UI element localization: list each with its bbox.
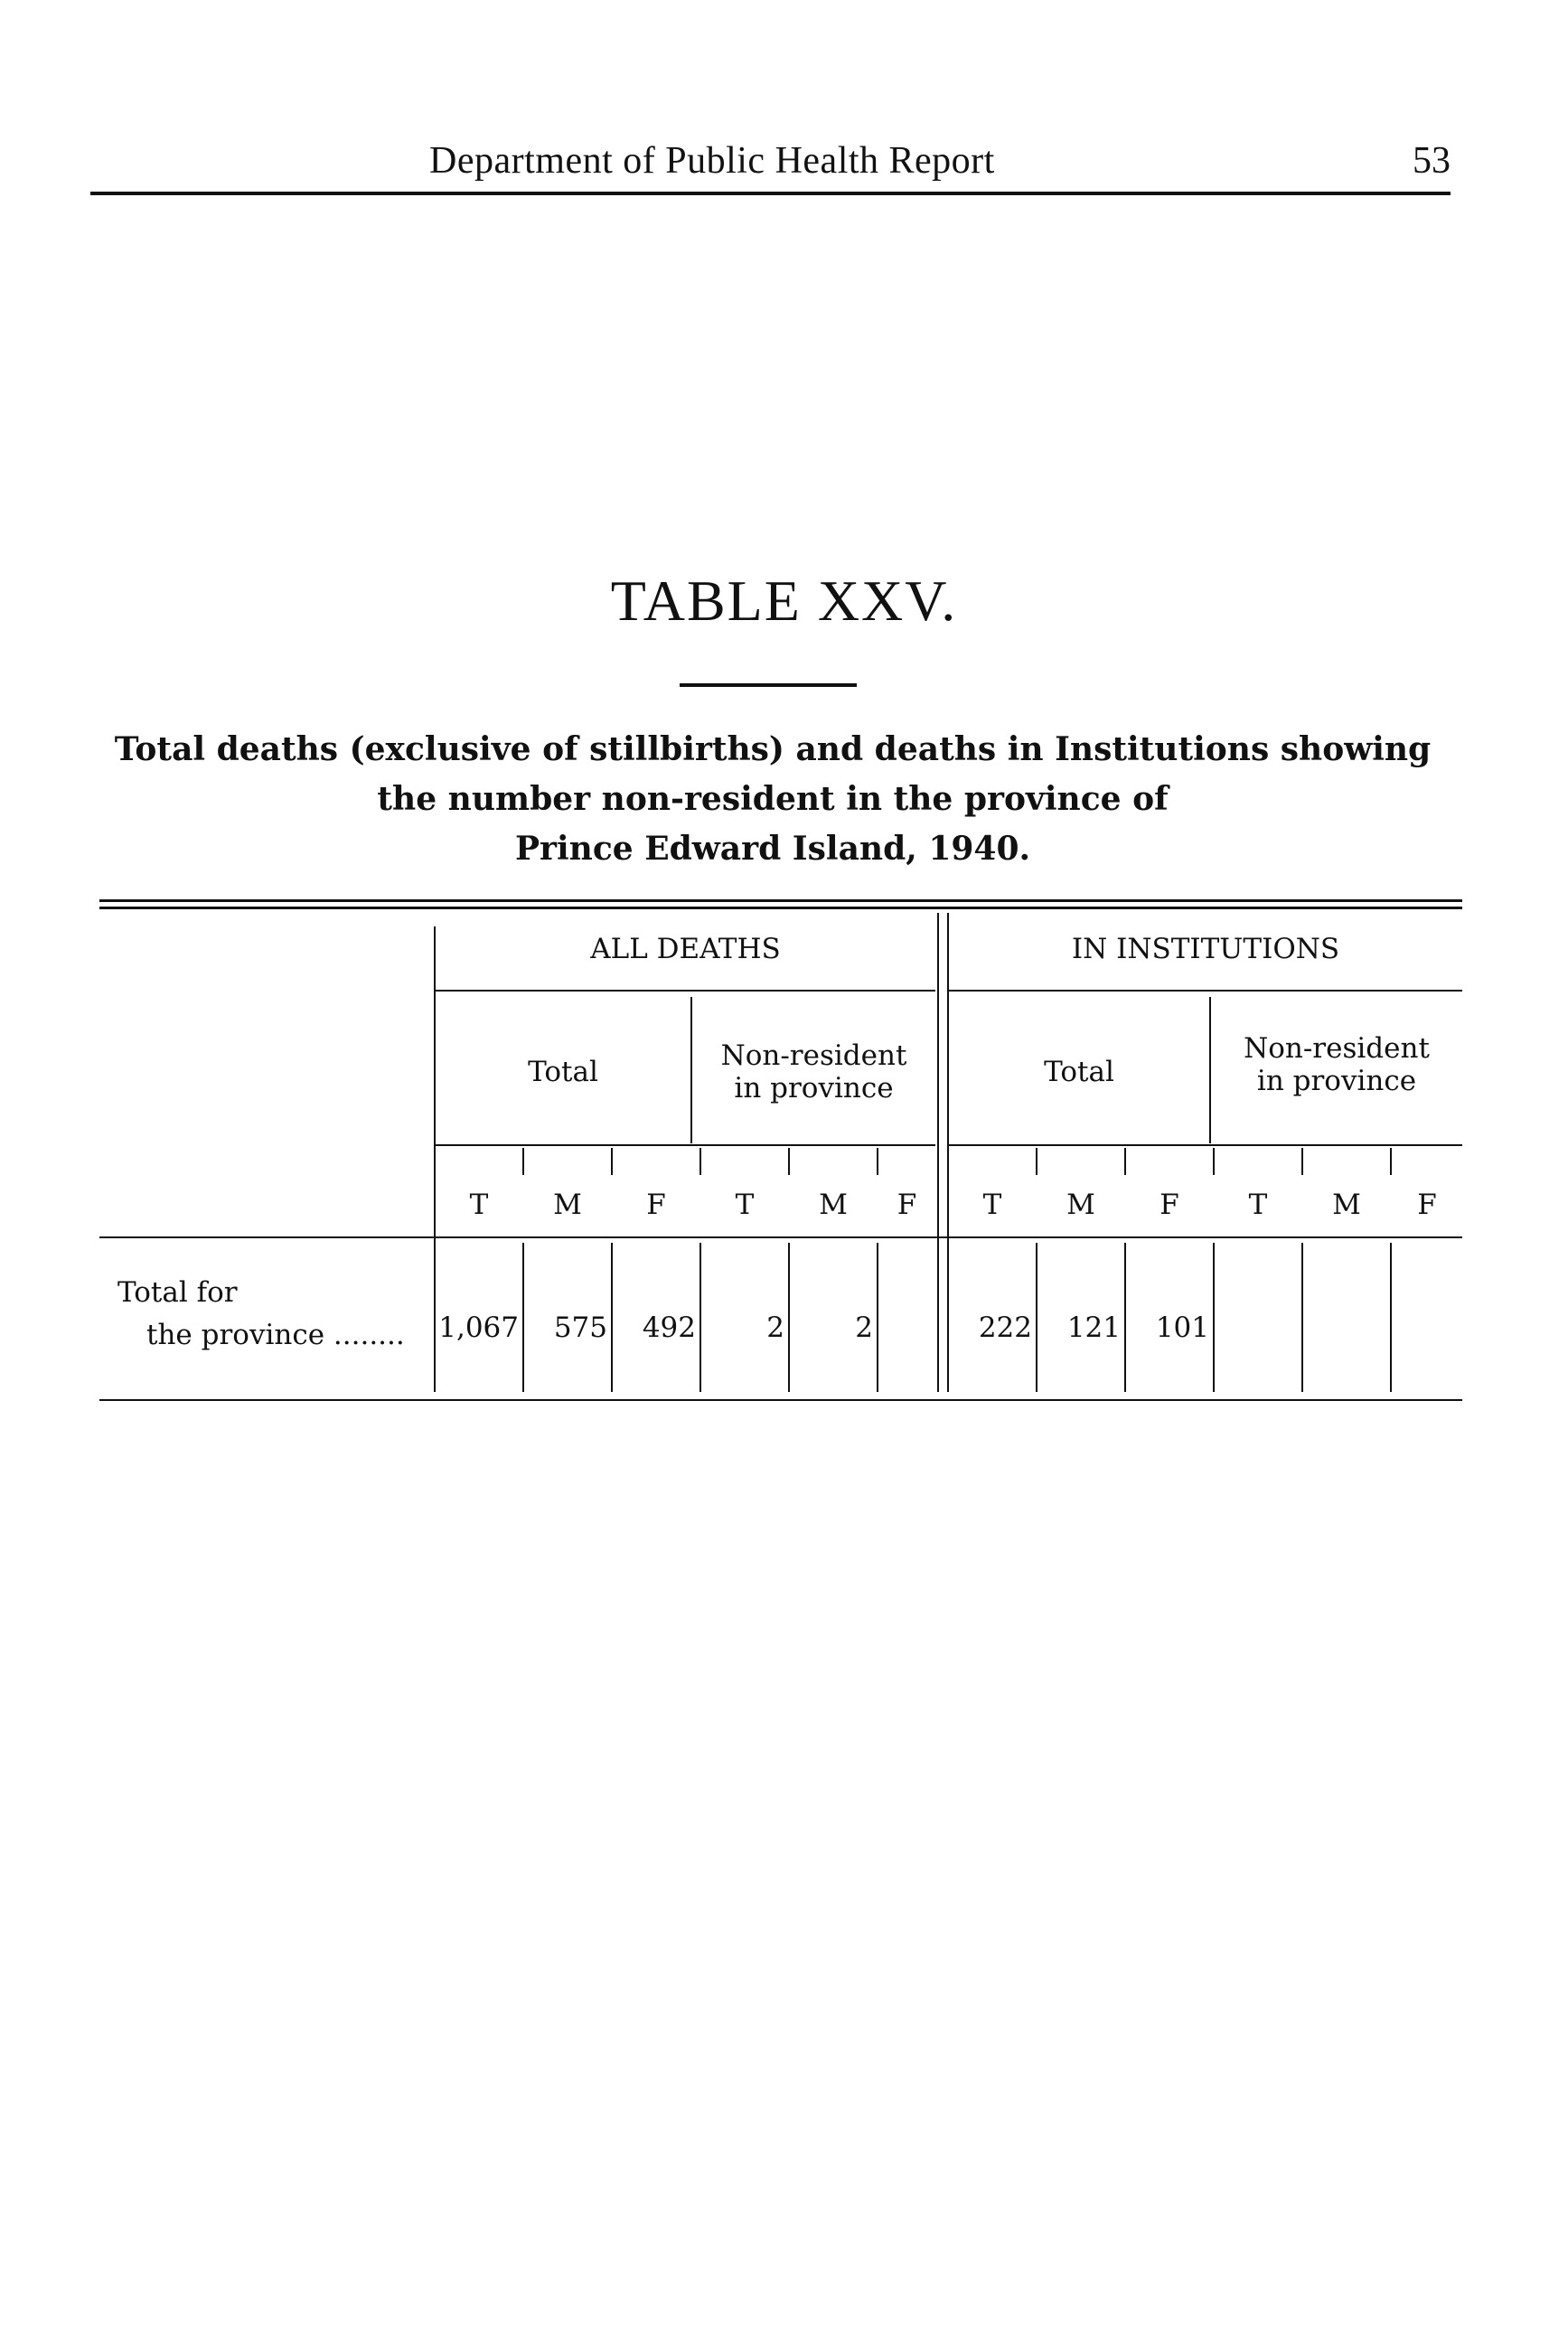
col-header-t: T [469,1189,489,1221]
col-header-m: M [1332,1189,1361,1221]
col-header-m: M [819,1189,848,1221]
col-header-t: T [735,1189,755,1221]
body-column-rule [1390,1243,1392,1392]
body-column-rule [1213,1243,1215,1392]
table-bottom-rule [99,1399,1462,1401]
col-header-t: T [982,1189,1002,1221]
nonresident-label-line1: Non-resident [1244,1032,1430,1065]
caption-line-2: the number non-resident in the province of [377,780,1169,818]
row-label-line2: the province ........ [146,1319,405,1351]
col-tick [1213,1148,1215,1175]
caption-line-1: Total deaths (exclusive of stillbirths) and deaths in Institutions showing [114,730,1432,768]
col-tick [699,1148,701,1175]
subgroup-nonresident-all [692,1039,935,1104]
table-top-rule-inner [99,907,1462,909]
running-title: Department of Public Health Report [429,140,995,182]
col-tick [1301,1148,1303,1175]
col-tick [611,1148,613,1175]
body-column-rule [1301,1243,1303,1392]
group-in-institutions: IN INSTITUTIONS [1071,933,1340,965]
col-tick [1036,1148,1038,1175]
subgroup-total-all: Total [528,1056,598,1088]
col-tick [877,1148,878,1175]
col-header-m: M [553,1189,582,1221]
subgroup-total-institutions: Total [1044,1056,1114,1088]
column-header-rule [99,1236,1462,1238]
table-title: TABLE XXV. [610,569,958,633]
subgroup-nonresident-institutions [1211,1032,1462,1097]
col-header-f: F [1417,1189,1437,1221]
cell-inst-total-f: 101 [1155,1311,1209,1344]
caption-line-3: Prince Edward Island, 1940. [514,830,1031,868]
col-tick [522,1148,524,1175]
institutions-subrule [949,1144,1462,1146]
nonresident-label-line2: in province [734,1072,894,1104]
all-deaths-subrule [436,1144,935,1146]
row-label-line1: Total for [117,1276,238,1309]
table-caption [81,725,1464,874]
cell-all-nonres-t: 2 [766,1311,784,1344]
table-top-rule [99,899,1462,902]
nonresident-label-line2: in province [1256,1065,1417,1097]
running-header [90,136,1451,195]
col-header-f: F [897,1189,917,1221]
cell-inst-total-m: 121 [1066,1311,1121,1344]
nonresident-label-line1: Non-resident [720,1039,907,1072]
col-header-t: T [1248,1189,1268,1221]
group-all-deaths: ALL DEATHS [590,933,781,965]
col-tick [1124,1148,1126,1175]
col-header-m: M [1066,1189,1095,1221]
cell-all-total-m: 575 [553,1311,607,1344]
col-header-f: F [1160,1189,1179,1221]
col-header-f: F [646,1189,666,1221]
cell-all-nonres-m: 2 [855,1311,873,1344]
title-rule [680,683,857,687]
col-tick [1390,1148,1392,1175]
col-tick [788,1148,790,1175]
institutions-rule [949,990,1462,992]
cell-inst-total-t: 222 [978,1311,1032,1344]
page-number: 53 [1413,140,1451,182]
row-label [117,1272,405,1357]
cell-all-total-f: 492 [642,1311,696,1344]
body-column-rule [877,1243,878,1392]
section-divider-a [937,913,939,1392]
cell-all-total-t: 1,067 [438,1311,519,1344]
all-deaths-rule [436,990,935,992]
